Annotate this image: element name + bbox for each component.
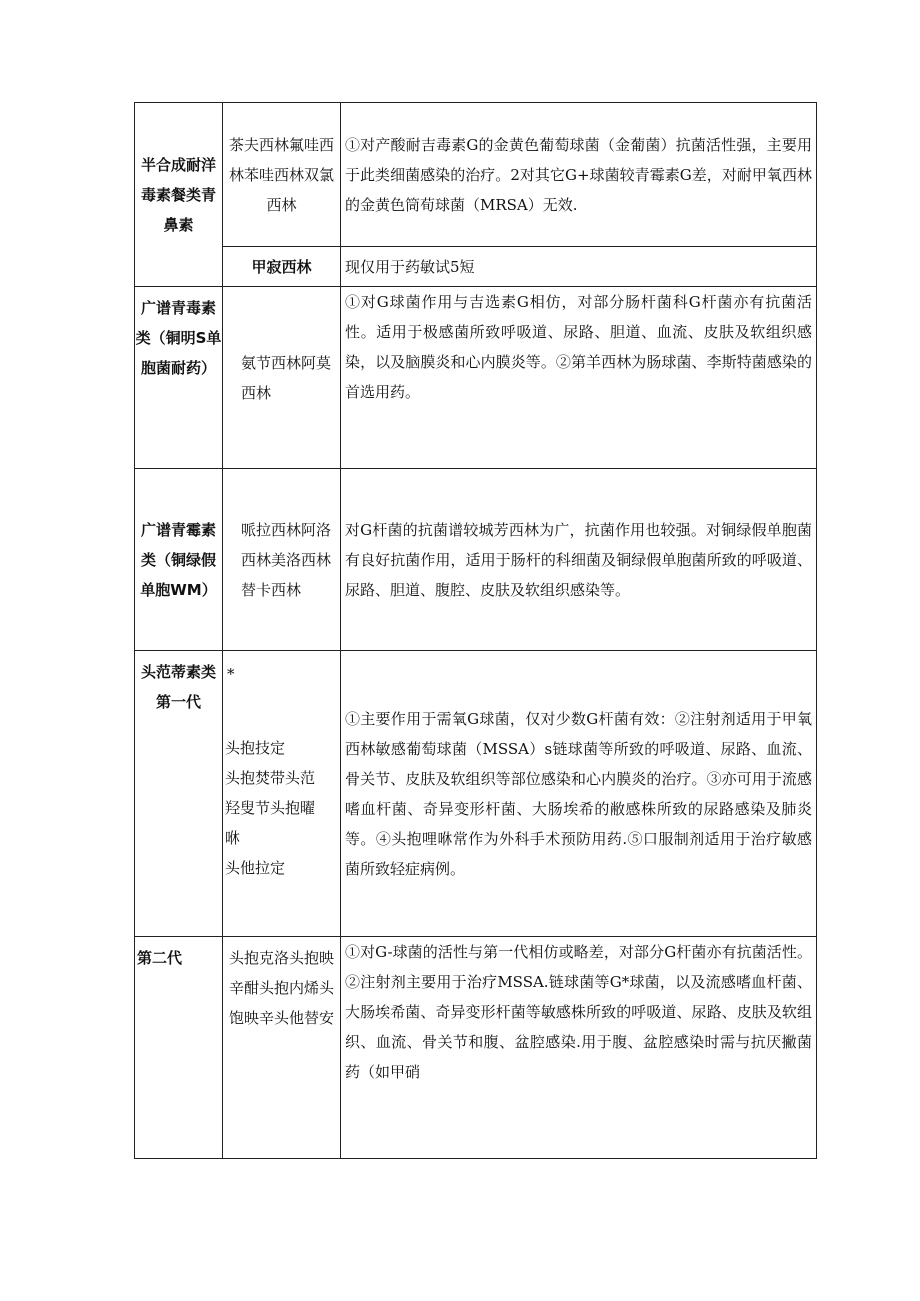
table-row (135, 103, 817, 247)
drug-names: 氨节西林阿莫西林 (241, 353, 332, 402)
category-label: 半合成耐洋毒素餐类青鼻素 (140, 155, 216, 234)
description-cell (341, 247, 817, 287)
table-row (135, 937, 817, 1159)
table-row (135, 651, 817, 937)
drug-names: 甲寂西林 (251, 257, 312, 276)
description-text: ①对产酸耐吉毒素G的金黄色葡萄球菌（金葡菌）抗菌活性强，主要用于此类细菌感染的治疗。2对其它G+球菌较青霉素G差，对耐甲氧西林的金黄色筒荀球菌（MRSA）无效. (345, 135, 812, 214)
drug-table (134, 102, 817, 1159)
drug-cell (223, 287, 341, 469)
drug-cell (223, 247, 341, 287)
description-text: 现仅用于药敏试5短 (345, 257, 475, 276)
category-label: 第二代 (137, 949, 183, 967)
description-cell (341, 469, 817, 651)
description-cell (341, 937, 817, 1159)
description-text: ①主要作用于需氧G球菌，仅对少数G杆菌有效：②注射剂适用于甲氧西林敏感葡萄球菌（MSSA）s链球菌等所致的呼吸道、尿路、血流、骨关节、皮肤及软组织等部位感染和心内膜炎的治疗。③亦可用于流感嗜血杆菌、奇异变形杆菌、大肠埃希的敝感株所致的尿路感染及肺炎等。④头抱哩咻常作为外科手术预防用药.⑤口服制剂适用于治疗敏感菌所致轻症病例。 (345, 709, 812, 878)
description-text: ①对G球菌作用与吉选素G相仿，对部分肠杆菌科G杆菌亦有抗菌活性。适用于极感菌所致呼吸道、尿路、胆道、血流、皮肤及软组织感染，以及脑膜炎和心内膜炎等。②第羊西林为肠球菌、李斯特菌感染的首选用药。 (345, 293, 812, 401)
drug-names: 哌拉西林阿洛西林美洛西林替卡西林 (241, 520, 332, 599)
table-row (135, 247, 817, 287)
drug-cell (223, 103, 341, 247)
category-cell (135, 287, 223, 469)
description-text: ①对G-球菌的活性与第一代相仿或略差，对部分G杆菌亦有抗菌活性。②注射剂主要用于治疗MSSA.链球菌等G*球菌，以及流感嗜血杆菌、大肠埃希菌、奇异变形杆菌等敏感株所致的呼吸道、尿路、皮肤及软组织、血流、骨关节和腹、盆腔感染.用于腹、盆腔感染时需与抗厌撇菌药（如甲硝 (345, 943, 812, 1081)
table-row (135, 469, 817, 651)
drug-name: 头他拉定 (225, 859, 286, 877)
category-cell (135, 651, 223, 937)
drug-names: 茶夫西林氟哇西林苯哇西林双氯西林 (228, 135, 334, 214)
drug-cell (223, 469, 341, 651)
drug-names: 头抱克洛头抱映辛酣头抱内烯头饱映辛头他替安 (228, 949, 334, 1027)
drug-cell (223, 651, 341, 937)
description-cell (341, 287, 817, 469)
description-cell (341, 103, 817, 247)
drug-name: 羟叟节头抱曜 (225, 799, 316, 817)
description-cell (341, 651, 817, 937)
table-row (135, 287, 817, 469)
category-label: 头范蒂素类第一代 (140, 663, 216, 711)
drug-name: 头抱焚带头范 (225, 769, 316, 787)
description-text: 对G杆菌的抗菌谱较城芳西林为广，抗菌作用也较强。对铜绿假单胞菌有良好抗菌作用，适用于肠杆的科细菌及铜绿假单胞菌所致的呼吸道、尿路、胆道、腹腔、皮肤及软组织感染等。 (345, 520, 812, 599)
category-label: 广谱青霉素类（铜绿假单胞WM） (140, 520, 217, 599)
category-cell (135, 937, 223, 1159)
category-cell (135, 103, 223, 287)
category-label: 广谱青毒素类（铜明S单胞菌耐药） (135, 299, 222, 377)
drug-name: 头抱技定 (225, 739, 286, 757)
drug-name: 咻 (225, 829, 241, 847)
category-cell (135, 469, 223, 651)
drug-cell (223, 937, 341, 1159)
footnote-mark: * (227, 665, 235, 683)
